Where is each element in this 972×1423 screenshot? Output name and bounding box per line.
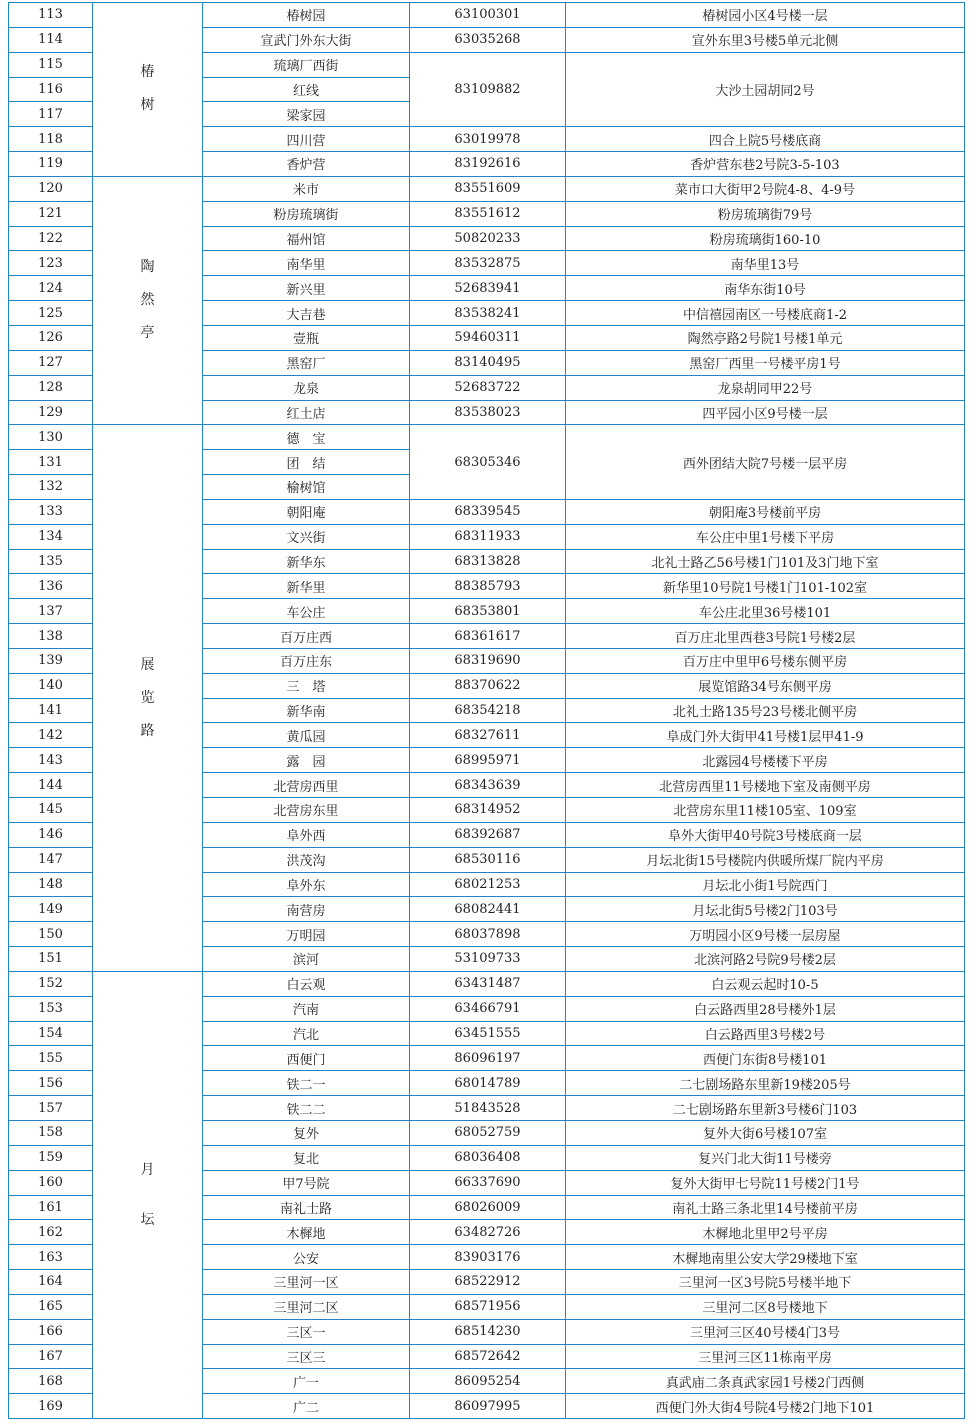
phone-number: 68052759 <box>410 1120 566 1145</box>
address: 复兴门北大街11号楼旁 <box>566 1145 965 1170</box>
row-number: 128 <box>9 375 93 400</box>
phone-number: 63019978 <box>410 127 566 152</box>
row-number: 116 <box>9 77 93 102</box>
community-name: 百万庄西 <box>203 624 410 649</box>
address: 阜外大街甲40号院3号楼底商一层 <box>566 822 965 847</box>
community-name: 南营房 <box>203 897 410 922</box>
row-number: 120 <box>9 176 93 201</box>
community-name: 朝阳庵 <box>203 499 410 524</box>
community-name: 复外 <box>203 1120 410 1145</box>
community-name: 三区三 <box>203 1344 410 1369</box>
address: 粉房琉璃街160-10 <box>566 226 965 251</box>
street-name: 展 览 路 <box>93 425 203 972</box>
address: 二七剧场路东里新3号楼6门103 <box>566 1096 965 1121</box>
row-number: 117 <box>9 102 93 127</box>
address: 北礼士路乙56号楼1门101及3门地下室 <box>566 549 965 574</box>
row-number: 134 <box>9 524 93 549</box>
row-number: 137 <box>9 599 93 624</box>
community-name: 公安 <box>203 1245 410 1270</box>
row-number: 141 <box>9 698 93 723</box>
phone-number: 63451555 <box>410 1021 566 1046</box>
table-row <box>9 3 965 28</box>
community-name: 木樨地 <box>203 1220 410 1245</box>
phone-number: 63466791 <box>410 996 566 1021</box>
address: 北露园4号楼楼下平房 <box>566 748 965 773</box>
phone-number: 63482726 <box>410 1220 566 1245</box>
address: 三里河二区8号楼地下 <box>566 1294 965 1319</box>
community-name: 白云观 <box>203 971 410 996</box>
row-number: 161 <box>9 1195 93 1220</box>
phone-number: 68311933 <box>410 524 566 549</box>
community-name: 龙泉 <box>203 375 410 400</box>
community-name: 车公庄 <box>203 599 410 624</box>
community-name: 香炉营 <box>203 152 410 177</box>
community-name: 琉璃厂西街 <box>203 52 410 77</box>
community-name: 甲7号院 <box>203 1170 410 1195</box>
address: 四平园小区9号楼一层 <box>566 400 965 425</box>
phone-number: 68313828 <box>410 549 566 574</box>
community-name: 铁二一 <box>203 1071 410 1096</box>
address: 陶然亭路2号院1号楼1单元 <box>566 325 965 350</box>
row-number: 155 <box>9 1046 93 1071</box>
phone-number: 68021253 <box>410 872 566 897</box>
community-name: 百万庄东 <box>203 648 410 673</box>
row-number: 157 <box>9 1096 93 1121</box>
address: 菜市口大街甲2号院4-8、4-9号 <box>566 176 965 201</box>
address: 北滨河路2号院9号楼2层 <box>566 947 965 972</box>
address: 白云观云起时10-5 <box>566 971 965 996</box>
phone-number: 52683941 <box>410 276 566 301</box>
community-name: 红土店 <box>203 400 410 425</box>
row-number: 154 <box>9 1021 93 1046</box>
community-name: 三里河二区 <box>203 1294 410 1319</box>
row-number: 130 <box>9 425 93 450</box>
address: 南华里13号 <box>566 251 965 276</box>
community-name: 洪茂沟 <box>203 847 410 872</box>
row-number: 127 <box>9 350 93 375</box>
phone-number: 68354218 <box>410 698 566 723</box>
address: 南礼士路三条北里14号楼前平房 <box>566 1195 965 1220</box>
community-name: 米市 <box>203 176 410 201</box>
row-number: 144 <box>9 773 93 798</box>
community-name: 西便门 <box>203 1046 410 1071</box>
phone-number: 68026009 <box>410 1195 566 1220</box>
community-name: 新华里 <box>203 574 410 599</box>
address: 三里河三区40号楼4门3号 <box>566 1319 965 1344</box>
row-number: 126 <box>9 325 93 350</box>
phone-number: 52683722 <box>410 375 566 400</box>
phone-number: 51843528 <box>410 1096 566 1121</box>
row-number: 125 <box>9 301 93 326</box>
community-name: 三 塔 <box>203 673 410 698</box>
community-name: 万明园 <box>203 922 410 947</box>
address: 复外大街甲七号院11号楼2门1号 <box>566 1170 965 1195</box>
phone-number: 68353801 <box>410 599 566 624</box>
phone-number: 68514230 <box>410 1319 566 1344</box>
address: 南华东街10号 <box>566 276 965 301</box>
phone-number: 68339545 <box>410 499 566 524</box>
community-name: 德 宝 <box>203 425 410 450</box>
address: 三里河三区11栋南平房 <box>566 1344 965 1369</box>
phone-number: 59460311 <box>410 325 566 350</box>
address: 西外团结大院7号楼一层平房 <box>566 425 965 500</box>
street-name: 陶 然 亭 <box>93 176 203 424</box>
community-name: 新华东 <box>203 549 410 574</box>
address: 木樨地北里甲2号平房 <box>566 1220 965 1245</box>
community-name: 团 结 <box>203 450 410 475</box>
phone-number: 53109733 <box>410 947 566 972</box>
community-name: 红线 <box>203 77 410 102</box>
phone-number: 83538241 <box>410 301 566 326</box>
row-number: 146 <box>9 822 93 847</box>
community-name: 南华里 <box>203 251 410 276</box>
row-number: 150 <box>9 922 93 947</box>
address: 朝阳庵3号楼前平房 <box>566 499 965 524</box>
phone-number: 68572642 <box>410 1344 566 1369</box>
row-number: 121 <box>9 201 93 226</box>
address: 白云路西里28号楼外1层 <box>566 996 965 1021</box>
community-name: 北营房西里 <box>203 773 410 798</box>
address: 大沙土园胡同2号 <box>566 52 965 127</box>
phone-number: 83109882 <box>410 52 566 127</box>
community-name: 南礼士路 <box>203 1195 410 1220</box>
phone-number: 86095254 <box>410 1369 566 1394</box>
row-number: 122 <box>9 226 93 251</box>
row-number: 166 <box>9 1319 93 1344</box>
community-name: 新兴里 <box>203 276 410 301</box>
phone-number: 68036408 <box>410 1145 566 1170</box>
row-number: 167 <box>9 1344 93 1369</box>
table-row <box>9 176 965 201</box>
address: 西便门东街8号楼101 <box>566 1046 965 1071</box>
phone-number: 68014789 <box>410 1071 566 1096</box>
address: 四合上院5号楼底商 <box>566 127 965 152</box>
community-name: 广一 <box>203 1369 410 1394</box>
row-number: 132 <box>9 475 93 500</box>
address: 西便门外大街4号院4号楼2门地下101 <box>566 1394 965 1419</box>
row-number: 156 <box>9 1071 93 1096</box>
phone-number: 68327611 <box>410 723 566 748</box>
address: 宣外东里3号楼5单元北侧 <box>566 27 965 52</box>
row-number: 143 <box>9 748 93 773</box>
community-name: 复北 <box>203 1145 410 1170</box>
address: 百万庄北里西巷3号院1号楼2层 <box>566 624 965 649</box>
row-number: 135 <box>9 549 93 574</box>
phone-number: 83551612 <box>410 201 566 226</box>
row-number: 158 <box>9 1120 93 1145</box>
address: 月坛北街15号楼院内供暖所煤厂院内平房 <box>566 847 965 872</box>
row-number: 169 <box>9 1394 93 1419</box>
row-number: 142 <box>9 723 93 748</box>
row-number: 140 <box>9 673 93 698</box>
phone-number: 68571956 <box>410 1294 566 1319</box>
phone-number: 68082441 <box>410 897 566 922</box>
address: 中信禧园南区一号楼底商1-2 <box>566 301 965 326</box>
community-name: 福州馆 <box>203 226 410 251</box>
community-name: 阜外西 <box>203 822 410 847</box>
street-name: 椿 树 <box>93 3 203 177</box>
row-number: 136 <box>9 574 93 599</box>
community-name: 四川营 <box>203 127 410 152</box>
row-number: 119 <box>9 152 93 177</box>
phone-number: 63100301 <box>410 3 566 28</box>
community-service-table <box>8 2 965 1419</box>
phone-number: 86097995 <box>410 1394 566 1419</box>
community-name: 阜外东 <box>203 872 410 897</box>
phone-number: 83538023 <box>410 400 566 425</box>
phone-number: 68343639 <box>410 773 566 798</box>
address: 龙泉胡同甲22号 <box>566 375 965 400</box>
table-row <box>9 971 965 996</box>
community-name: 汽南 <box>203 996 410 1021</box>
row-number: 152 <box>9 971 93 996</box>
row-number: 123 <box>9 251 93 276</box>
address: 车公庄北里36号楼101 <box>566 599 965 624</box>
row-number: 113 <box>9 3 93 28</box>
phone-number: 68037898 <box>410 922 566 947</box>
row-number: 139 <box>9 648 93 673</box>
community-name: 三区一 <box>203 1319 410 1344</box>
address: 新华里10号院1号楼1门101-102室 <box>566 574 965 599</box>
community-name: 梁家园 <box>203 102 410 127</box>
address: 车公庄中里1号楼下平房 <box>566 524 965 549</box>
address: 白云路西里3号楼2号 <box>566 1021 965 1046</box>
address: 香炉营东巷2号院3-5-103 <box>566 152 965 177</box>
community-name: 露 园 <box>203 748 410 773</box>
phone-number: 88370622 <box>410 673 566 698</box>
address: 椿树园小区4号楼一层 <box>566 3 965 28</box>
community-name: 铁二二 <box>203 1096 410 1121</box>
phone-number: 63035268 <box>410 27 566 52</box>
row-number: 148 <box>9 872 93 897</box>
phone-number: 68305346 <box>410 425 566 500</box>
phone-number: 83140495 <box>410 350 566 375</box>
community-name: 壹瓶 <box>203 325 410 350</box>
address: 百万庄中里甲6号楼东侧平房 <box>566 648 965 673</box>
phone-number: 68530116 <box>410 847 566 872</box>
phone-number: 68995971 <box>410 748 566 773</box>
phone-number: 68522912 <box>410 1270 566 1295</box>
address: 三里河一区3号院5号楼半地下 <box>566 1270 965 1295</box>
address: 万明园小区9号楼一层房屋 <box>566 922 965 947</box>
community-name: 滨河 <box>203 947 410 972</box>
community-name: 文兴街 <box>203 524 410 549</box>
phone-number: 83903176 <box>410 1245 566 1270</box>
community-name: 粉房琉璃街 <box>203 201 410 226</box>
community-name: 黑窑厂 <box>203 350 410 375</box>
phone-number: 83192616 <box>410 152 566 177</box>
row-number: 153 <box>9 996 93 1021</box>
row-number: 118 <box>9 127 93 152</box>
row-number: 149 <box>9 897 93 922</box>
address: 复外大街6号楼107室 <box>566 1120 965 1145</box>
community-name: 榆树馆 <box>203 475 410 500</box>
address: 北营房东里11楼105室、109室 <box>566 798 965 823</box>
address: 月坛北小街1号院西门 <box>566 872 965 897</box>
address: 北营房西里11号楼地下室及南侧平房 <box>566 773 965 798</box>
phone-number: 68319690 <box>410 648 566 673</box>
address: 木樨地南里公安大学29楼地下室 <box>566 1245 965 1270</box>
phone-number: 88385793 <box>410 574 566 599</box>
community-name: 宣武门外东大街 <box>203 27 410 52</box>
address: 阜成门外大街甲41号楼1层甲41-9 <box>566 723 965 748</box>
phone-number: 66337690 <box>410 1170 566 1195</box>
community-name: 新华南 <box>203 698 410 723</box>
row-number: 168 <box>9 1369 93 1394</box>
phone-number: 83551609 <box>410 176 566 201</box>
community-name: 汽北 <box>203 1021 410 1046</box>
phone-number: 68314952 <box>410 798 566 823</box>
address: 真武庙二条真武家园1号楼2门西侧 <box>566 1369 965 1394</box>
community-name: 椿树园 <box>203 3 410 28</box>
row-number: 151 <box>9 947 93 972</box>
table-row <box>9 425 965 450</box>
row-number: 124 <box>9 276 93 301</box>
address: 粉房琉璃街79号 <box>566 201 965 226</box>
row-number: 159 <box>9 1145 93 1170</box>
phone-number: 50820233 <box>410 226 566 251</box>
row-number: 131 <box>9 450 93 475</box>
row-number: 115 <box>9 52 93 77</box>
community-name: 大吉巷 <box>203 301 410 326</box>
row-number: 114 <box>9 27 93 52</box>
row-number: 165 <box>9 1294 93 1319</box>
phone-number: 83532875 <box>410 251 566 276</box>
phone-number: 68392687 <box>410 822 566 847</box>
row-number: 163 <box>9 1245 93 1270</box>
phone-number: 86096197 <box>410 1046 566 1071</box>
row-number: 160 <box>9 1170 93 1195</box>
phone-number: 68361617 <box>410 624 566 649</box>
community-name: 北营房东里 <box>203 798 410 823</box>
phone-number: 63431487 <box>410 971 566 996</box>
row-number: 129 <box>9 400 93 425</box>
row-number: 145 <box>9 798 93 823</box>
row-number: 147 <box>9 847 93 872</box>
row-number: 133 <box>9 499 93 524</box>
address: 月坛北街5号楼2门103号 <box>566 897 965 922</box>
address: 黑窑厂西里一号楼平房1号 <box>566 350 965 375</box>
community-name: 黄瓜园 <box>203 723 410 748</box>
row-number: 162 <box>9 1220 93 1245</box>
street-name: 月 坛 <box>93 971 203 1418</box>
community-name: 广二 <box>203 1394 410 1419</box>
address: 北礼士路135号23号楼北侧平房 <box>566 698 965 723</box>
address: 展览馆路34号东侧平房 <box>566 673 965 698</box>
address: 二七剧场路东里新19楼205号 <box>566 1071 965 1096</box>
row-number: 138 <box>9 624 93 649</box>
row-number: 164 <box>9 1270 93 1295</box>
community-name: 三里河一区 <box>203 1270 410 1295</box>
